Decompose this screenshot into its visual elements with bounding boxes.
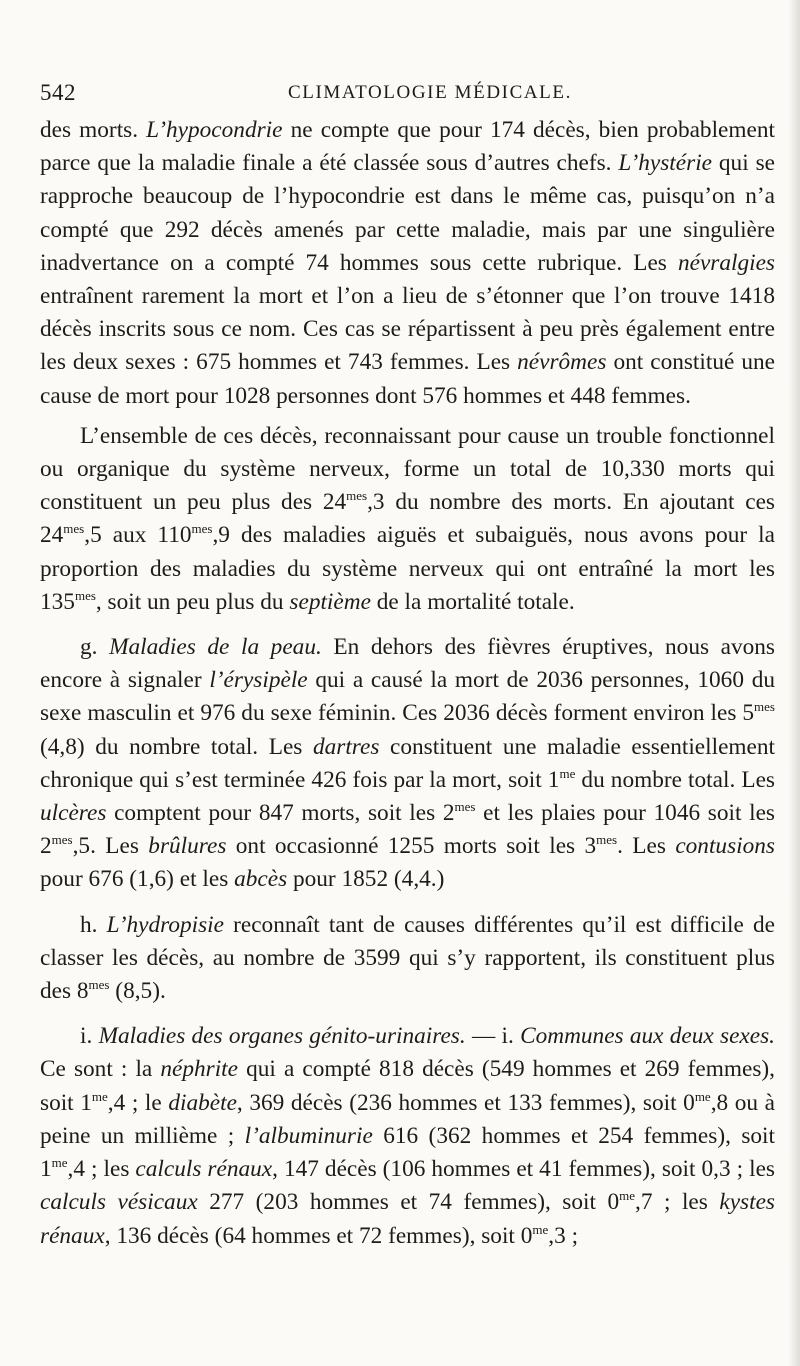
- italic-term: l’albuminurie: [244, 1122, 373, 1149]
- italic-term: L’hystérie: [618, 150, 713, 177]
- text-run: g.: [80, 634, 110, 661]
- text-run: , soit un peu plus du: [95, 588, 290, 615]
- italic-term: névrômes: [517, 349, 607, 376]
- text-run: ,4 ; les: [67, 1156, 136, 1183]
- running-head: CLIMATOLOGIE MÉDICALE.: [288, 82, 572, 103]
- ordinal-superscript: mes: [51, 832, 73, 848]
- text-run: ,3 du nombre des morts. En ajoutant ces 24: [40, 489, 775, 549]
- italic-term: brûlures: [148, 833, 227, 860]
- italic-term: l’érysipèle: [209, 667, 308, 694]
- ordinal-superscript: mes: [63, 521, 85, 537]
- italic-term: calculs vésicaux: [40, 1189, 198, 1216]
- italic-term: néphrite: [160, 1056, 238, 1083]
- ordinal-superscript: mes: [454, 799, 476, 815]
- text-run: et les plaies pour 1046 soit les 2: [40, 800, 775, 860]
- text-run: des morts.: [40, 117, 147, 143]
- italic-term: kystes rénaux: [40, 1189, 775, 1249]
- ordinal-superscript: mes: [74, 587, 96, 603]
- text-run: reconnaît tant de causes différentes qu’il est difficile de classer les décès, au nombre de 3599 qui s’y rapportent, ils constituent plus des 8: [40, 911, 776, 1005]
- italic-term: Maladies des organes génito-urinaires.: [98, 1023, 466, 1050]
- text-run: qui se rapproche beaucoup de l’hypocondrie est dans le même cas, puisqu’on n’a compté que 292 décès amenés par cette maladie, mais par une singulière inadvertance on a compté 74 hommes sous cette rubrique. Les: [40, 150, 775, 276]
- page-number: 542: [40, 80, 76, 105]
- text-run: pour 1852 (4,4.): [287, 866, 445, 893]
- italic-term: dartres: [312, 733, 380, 760]
- text-run: ne compte que pour 174 décès, bien probablement parce que la maladie finale a été classée sous d’autres chefs.: [40, 117, 775, 177]
- text-run: qui a compté 818 décès (549 hommes et 269 femmes), soit 1: [40, 1056, 775, 1116]
- ordinal-superscript: mes: [346, 488, 368, 504]
- text-run: , 147 décès (106 hommes et 41 femmes), soit 0,3 ; les: [272, 1156, 775, 1183]
- text-run: 616 (362 hommes et 254 femmes), soit 1: [40, 1122, 775, 1183]
- page-edge-shadow: [788, 0, 800, 1366]
- text-run: . Les: [617, 833, 676, 860]
- ordinal-superscript: me: [559, 765, 576, 781]
- ordinal-superscript: me: [91, 1088, 108, 1104]
- italic-term: septième: [289, 588, 371, 615]
- italic-term: diabète: [168, 1089, 237, 1116]
- text-run: 277 (203 hommes et 74 femmes), soit 0: [197, 1189, 620, 1216]
- text-run: ,8 ou à peine un millième ;: [40, 1089, 775, 1149]
- italic-term: L’hypocondrie: [146, 117, 283, 143]
- text-run: ,4 ; le: [107, 1089, 169, 1116]
- paragraph-nervous-diseases-continued: [40, 114, 775, 413]
- italic-term: Communes aux deux sexes.: [520, 1023, 775, 1050]
- text-run: , 369 décès (236 hommes et 133 femmes), soit 0: [236, 1089, 695, 1116]
- text-run: h.: [80, 911, 107, 938]
- text-run: constituent une maladie essentiellement chronique qui s’est terminée 426 fois par la mort, soit 1: [40, 733, 776, 793]
- text-run: Ce sont : la: [40, 1056, 161, 1083]
- page-header: [40, 80, 772, 110]
- ordinal-superscript: me: [51, 1155, 68, 1171]
- text-run: ont occasionné 1255 morts soit les 3: [226, 833, 597, 860]
- ordinal-superscript: mes: [596, 832, 618, 848]
- paragraph-skin-diseases: [40, 631, 775, 897]
- text-run: L’ensemble de ces décès, reconnaissant pour cause un trouble fonctionnel ou organique du système nerveux, forme un total de 10,330 morts qui constituent un peu plus des 24: [40, 422, 775, 516]
- text-run: ont constitué une cause de mort pour 1028 personnes dont 576 hommes et 448 femmes.: [40, 349, 775, 409]
- text-run: ,5 aux 110: [84, 522, 192, 549]
- text-run: i.: [80, 1023, 99, 1050]
- text-run: entraînent rarement la mort et l’on a lieu de s’étonner que l’on trouve 1418 décès inscrits sous ce nom. Ces cas se répartissent à peu près également entre les deux sexes : 675 hommes et 743 femmes. Les: [40, 283, 775, 376]
- italic-term: Maladies de la peau.: [109, 634, 322, 661]
- paragraph-hydropsy: [40, 909, 775, 1009]
- ordinal-superscript: me: [532, 1221, 549, 1237]
- text-run: ,7 ; les: [635, 1189, 720, 1216]
- paragraph-genito-urinary: [40, 1020, 775, 1252]
- text-run: (8,5).: [109, 978, 166, 1005]
- italic-term: abcès: [234, 866, 288, 893]
- page-body: [40, 114, 775, 1253]
- ordinal-superscript: mes: [88, 977, 110, 993]
- ordinal-superscript: me: [619, 1188, 635, 1204]
- text-run: — i.: [465, 1023, 521, 1050]
- text-run: pour 676 (1,6) et les: [40, 866, 235, 893]
- paragraph-nervous-system-total: [40, 420, 775, 619]
- text-run: comptent pour 847 morts, soit les 2: [106, 800, 455, 827]
- italic-term: contusions: [675, 833, 775, 860]
- ordinal-superscript: mes: [754, 699, 775, 715]
- italic-term: L’hydropisie: [106, 911, 224, 938]
- text-run: du nombre total. Les: [575, 766, 775, 793]
- text-run: qui a causé la mort de 2036 personnes, 1060 du sexe masculin et 976 du sexe féminin. Ces 2036 décès forment environ les 5: [40, 667, 775, 727]
- text-run: En dehors des fièvres éruptives, nous avons encore à signaler: [40, 634, 775, 694]
- ordinal-superscript: mes: [191, 521, 213, 537]
- italic-term: ulcères: [40, 800, 107, 827]
- ordinal-superscript: me: [694, 1088, 711, 1104]
- text-run: (4,8) du nombre total. Les: [40, 733, 313, 760]
- italic-term: névralgies: [677, 249, 775, 276]
- text-run: ,3 ;: [548, 1222, 579, 1249]
- italic-term: calculs rénaux: [135, 1156, 273, 1183]
- text-run: ,9 des maladies aiguës et subaiguës, nous avons pour la proportion des maladies du système nerveux qui ont entraîné la mort les 135: [40, 522, 775, 615]
- text-run: de la mortalité totale.: [370, 588, 575, 615]
- text-run: , 136 décès (64 hommes et 72 femmes), soit 0: [104, 1222, 533, 1249]
- text-run: ,5. Les: [72, 833, 149, 860]
